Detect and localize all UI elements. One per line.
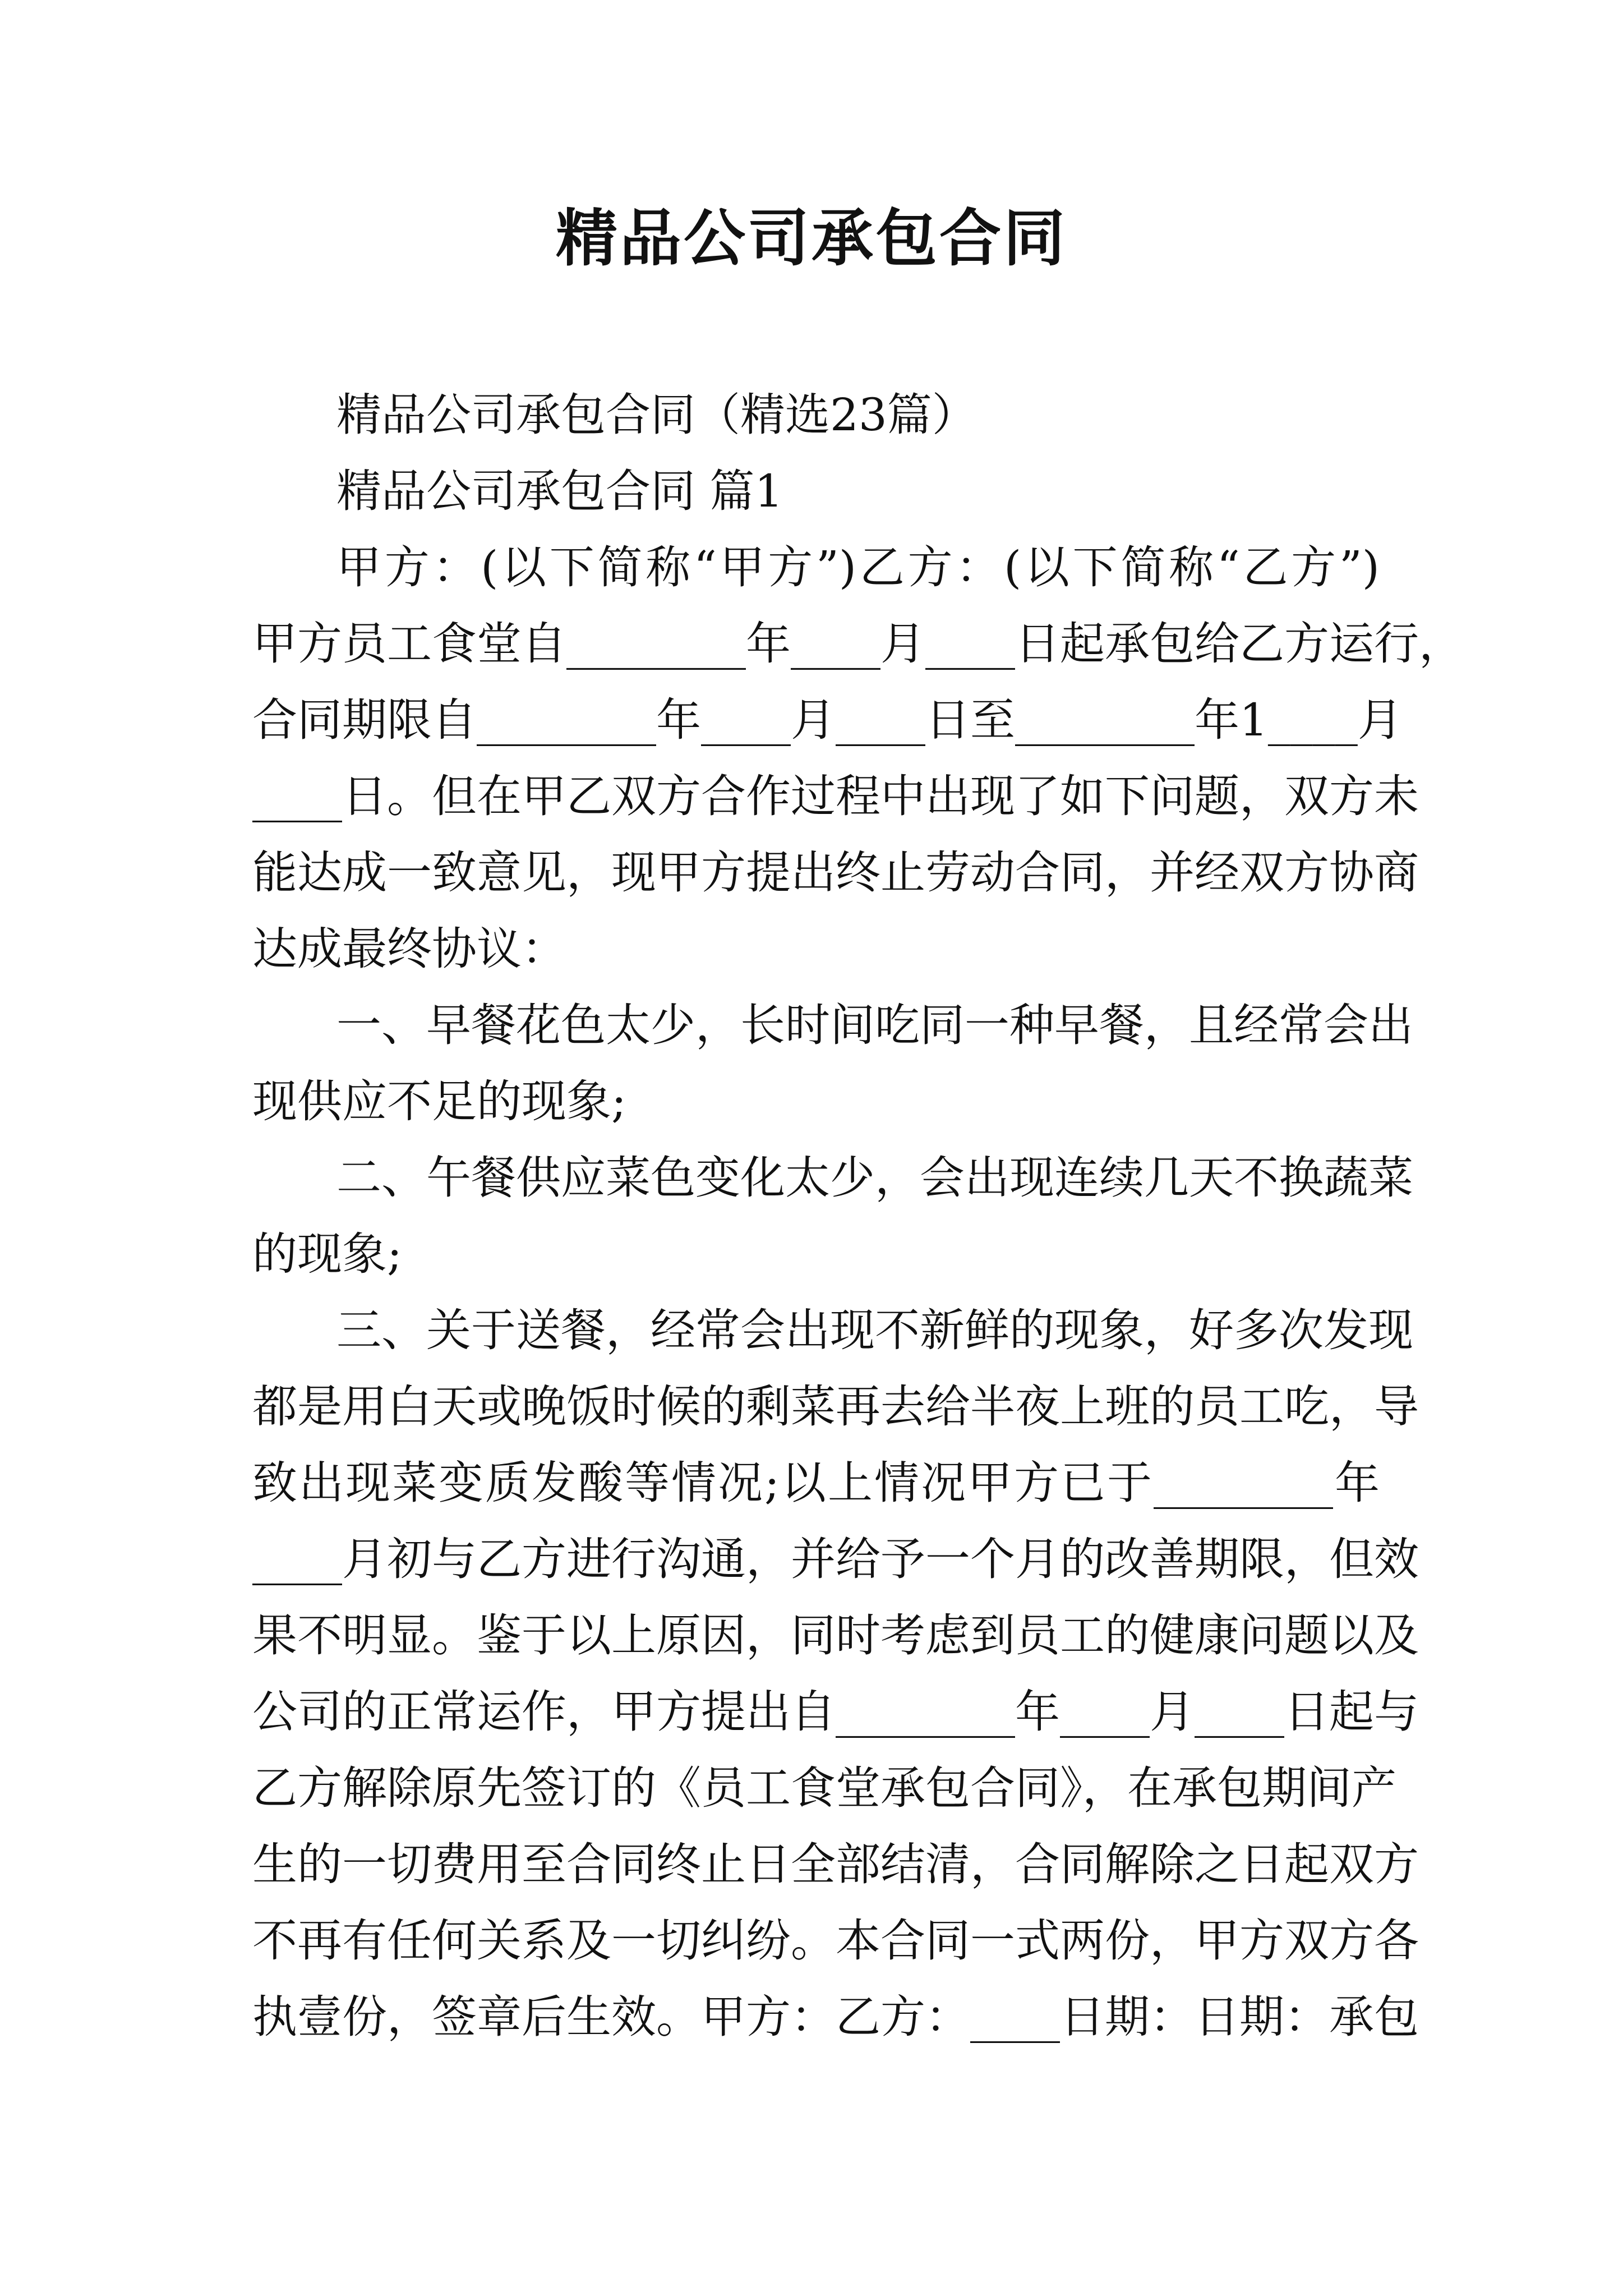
paragraph-line: 甲方员工食堂自________年____月____日起承包给乙方运行， [252,618,1464,670]
paragraph-line: 公司的正常运作，甲方提出自________年____月____日起与 [252,1686,1419,1738]
paragraph-line: 现供应不足的现象; [252,1075,626,1128]
paragraph-line: 的现象; [252,1228,402,1280]
paragraph-line: ____日。但在甲乙双方合作过程中出现了如下问题，双方未 [252,770,1419,822]
paragraph-line: 都是用白天或晚饭时候的剩菜再去给半夜上班的员工吃，导 [252,1381,1419,1433]
paragraph-line: 执壹份，签章后生效。甲方：乙方：____日期：日期：承包 [252,1991,1419,2043]
document-title: 精品公司承包合同 [556,202,1067,274]
paragraph-line: 乙方解除原先签订的《员工食堂承包合同》，在承包期间产 [252,1762,1396,1814]
paragraph-line: ____月初与乙方进行沟通，并给予一个月的改善期限，但效 [252,1533,1419,1585]
paragraph-line: 一、早餐花色太少，长时间吃同一种早餐，且经常会出 [336,999,1413,1051]
paragraph-line: 能达成一致意见，现甲方提出终止劳动合同，并经双方协商 [252,846,1419,899]
paragraph-line: 二、午餐供应菜色变化太少，会出现连续几天不换蔬菜 [336,1152,1413,1204]
paragraph-line: 生的一切费用至合同终止日全部结清，合同解除之日起双方 [252,1838,1419,1890]
paragraph-line: 甲方：(以下简称“甲方”)乙方：(以下简称“乙方”) [336,541,1380,593]
paragraph-line: 达成最终协议： [252,923,566,975]
section-heading: 精品公司承包合同 篇1 [336,465,783,517]
paragraph-line: 不再有任何关系及一切纠纷。本合同一式两份，甲方双方各 [252,1915,1419,1967]
paragraph-line: 合同期限自________年____月____日至________年1____月 [252,694,1403,746]
subtitle-line: 精品公司承包合同（精选23篇） [336,389,977,441]
paragraph-line: 果不明显。鉴于以上原因，同时考虑到员工的健康问题以及 [252,1609,1419,1662]
paragraph-line: 致出现菜变质发酸等情况;以上情况甲方已于________年 [252,1457,1380,1509]
paragraph-line: 三、关于送餐，经常会出现不新鲜的现象，好多次发现 [336,1304,1413,1356]
